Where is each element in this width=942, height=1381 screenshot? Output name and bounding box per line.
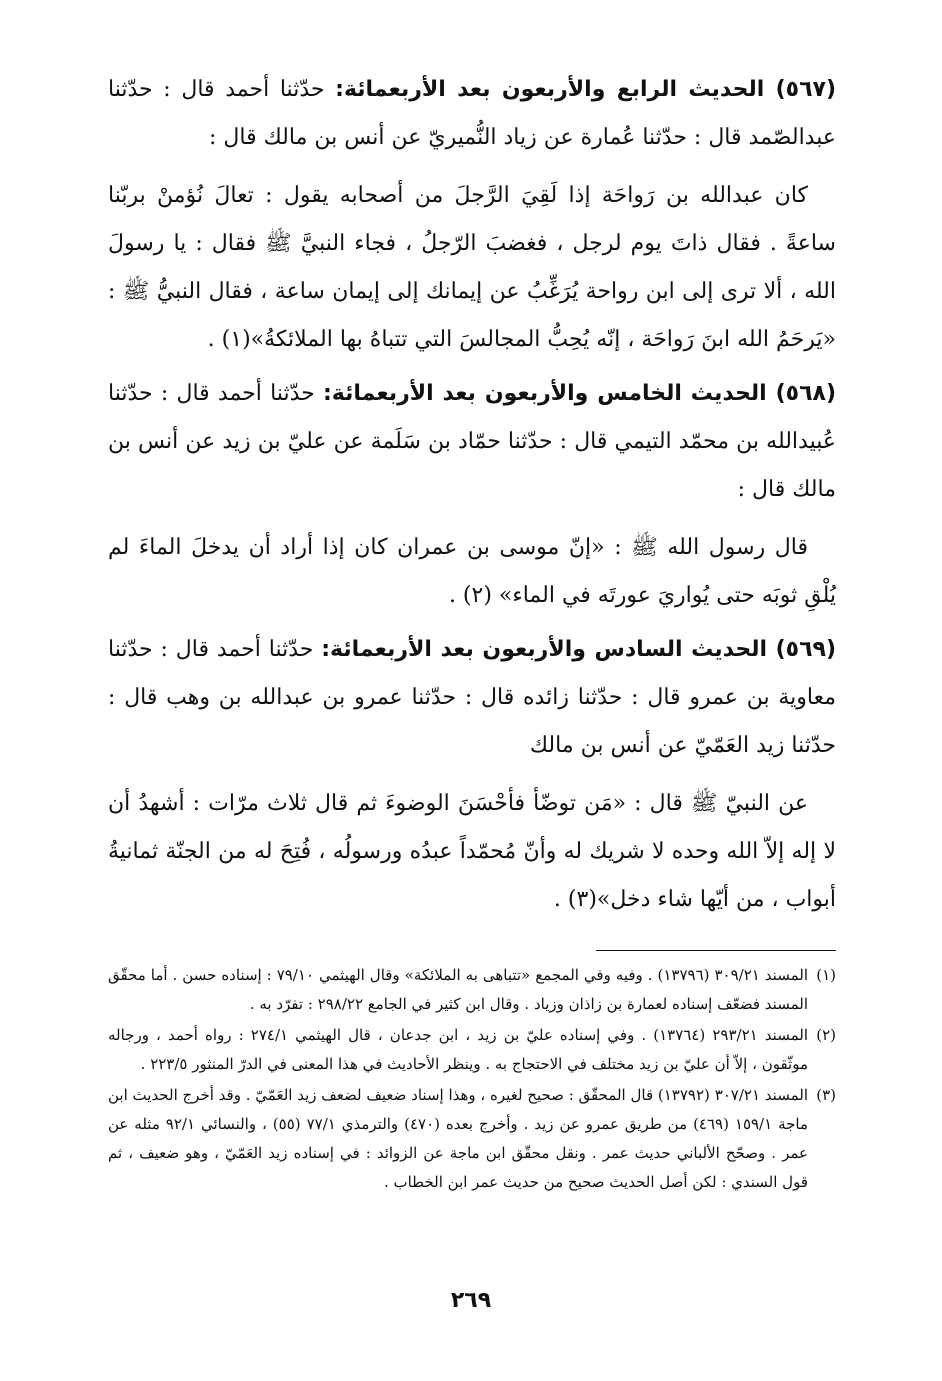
footnote-text: المسند ٢٩٣/٢١ (١٣٧٦٤) . وفي إسناده عليّ بن زيد ، ابن جدعان ، قال الهيثمي ٢٧٤/١ : رواه أحمد ، ورجاله موثّقون ، إلاّ أن عليّ بن زيد مختلف في الاحتجاج به . وينظر الأحاديث في هذا المعنى في الدرّ المنثور ٢٢٣/٥ . [108,1026,809,1073]
footnote-number: (٢) [816,1026,837,1044]
hadith-intro [108,626,836,770]
hadith-568 [108,370,836,620]
hadith-title: (٥٦٩) الحديث السادس والأربعون بعد الأربعمائة: [321,637,836,662]
footnote-number: (٣) [816,1086,836,1104]
hadith-title: (٥٦٧) الحديث الرابع والأربعون بعد الأربعمائة: [335,77,836,102]
hadith-isnad: حدّثنا أحمد قال : حدّثنا عُبيدالله بن محمّد التيمي قال : حدّثنا حمّاد بن سَلَمة عن عليّ بن زيد عن أنس بن مالك قال : [108,381,836,502]
hadith-text: عن النبيّ ﷺ قال : «مَن توضّأ فأحْسَنَ الوضوءَ ثم قال ثلاث مرّات : أشهدُ أن لا إله إلاّ الله وحده لا شريك له وأنّ مُحمّداً عبدُه ورسولُه ، فُتِحَ له من الجنّة ثمانيةُ أبواب ، من أيّها شاء دخل»(٣) . [108,791,836,912]
footnote-3 [108,1081,836,1197]
hadith-intro [108,66,836,162]
hadith-title: (٥٦٨) الحديث الخامس والأربعون بعد الأربعمائة: [322,381,837,406]
footnote-divider [596,950,836,951]
hadith-text: كان عبدالله بن رَواحَة إذا لَقِيَ الرَّجلَ من أصحابه يقول : تعالَ نُؤمنْ بربّنا ساعةً . فقال ذاتَ يوم لرجل ، فغضبَ الرّجلُ ، فجاء النبيَّ ﷺ فقال : يا رسولَ الله ، ألا ترى إلى ابن رواحة يُرَغِّبُ عن إيمانك إلى إيمان ساعة ، فقال النبيُّ ﷺ : «يَرحَمُ الله ابنَ رَواحَة ، إنّه يُحِبُّ المجالسَ التي تتباهُ بها الملائكةُ»(١) . [108,183,836,352]
footnote-2 [108,1021,836,1079]
hadith-569 [108,626,836,924]
footnote-number: (١) [816,966,836,984]
hadith-isnad: حدّثنا أحمد قال : حدّثنا عبدالصّمد قال : حدّثنا عُمارة عن زياد النُّميريّ عن أنس بن مالك قال : [108,77,836,150]
hadith-isnad: حدّثنا أحمد قال : حدّثنا معاوية بن عمرو قال : حدّثنا زائده قال : حدّثنا عمرو بن عبدالله بن وهب قال : حدّثنا زيد العَمّيّ عن أنس بن مالك [108,637,836,758]
footnote-text: المسند ٣٠٩/٢١ (١٣٧٩٦) . وفيه وفي المجمع «تتباهى به الملائكة» وقال الهيثمي ٧٩/١٠ : إسناده حسن . أما محقّق المسند فضعّف إسناده لعمارة بن زاذان وزياد . وقال ابن كثير في الجامع ٢٩٨/٢٢ : تفرّد به . [108,966,808,1013]
footnote-text: المسند ٣٠٧/٢١ (١٣٧٩٢) قال المحقّق : صحيح لغيره ، وهذا إسناد ضعيف لضعف زيد العَمّيّ . وقد أخرج الحديث ابن ماجة ١٥٩/١ (٤٦٩) من طريق عمرو عن زيد . وأخرج بعده (٤٧٠) والترمذي ٧٧/١ (٥٥) ، والنسائي ٩٢/١ مثله عن عمر . وصحّح الألباني حديث عمر . ونقل محقّق ابن ماجة عن الزوائد : في إسناده زيد العَمّيّ ، وهو ضعيف ، ثم قول السندي : لكن أصل الحديث صحيح من حديث عمر ابن الخطاب . [108,1086,809,1191]
page-body [108,66,836,1199]
hadith-text: قال رسول الله ﷺ : «إنّ موسى بن عمران كان إذا أراد أن يدخلَ الماءَ لم يُلْقِ ثوبَه حتى يُواريَ عورتَه في الماء» (٢) . [108,535,836,608]
hadith-intro [108,370,836,514]
footnote-1 [108,961,836,1019]
page-number: ٢٦٩ [450,1288,492,1313]
hadith-567 [108,66,836,364]
footnotes [108,961,836,1197]
